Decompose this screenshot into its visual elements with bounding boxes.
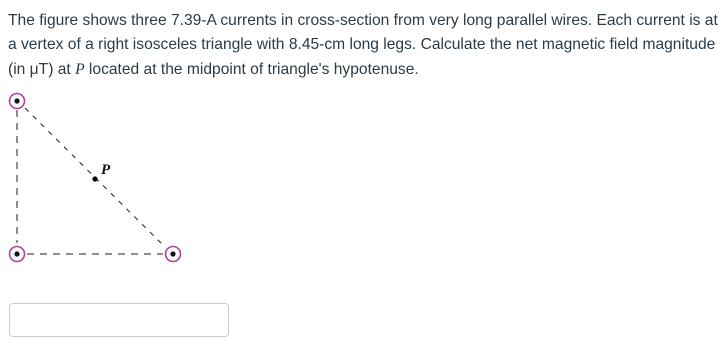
wire-bottom-right-icon bbox=[166, 247, 181, 262]
question-text bbox=[8, 9, 718, 82]
wire-bottom-left-icon bbox=[10, 247, 25, 262]
question-text-part-3: located at the midpoint of triangle's hypotenuse. bbox=[84, 60, 419, 78]
question-text-part-1: The figure shows three 7.39-A currents in cross-section from very long parallel wires. Each current is at a vertex of a right isosceles triangle with 8.45-cm long legs. Calculate the net magnetic field magnitude (in bbox=[8, 12, 718, 78]
mu-symbol: μ bbox=[29, 60, 39, 78]
triangle-diagram bbox=[0, 90, 200, 275]
answer-input[interactable] bbox=[9, 303, 229, 337]
wire-top-left-icon bbox=[10, 94, 25, 109]
point-p-dot bbox=[92, 176, 97, 181]
point-p-label: P bbox=[101, 162, 111, 178]
point-variable: P bbox=[75, 60, 85, 78]
triangle-figure bbox=[0, 90, 200, 275]
question-text-part-2: T) at bbox=[38, 60, 76, 78]
